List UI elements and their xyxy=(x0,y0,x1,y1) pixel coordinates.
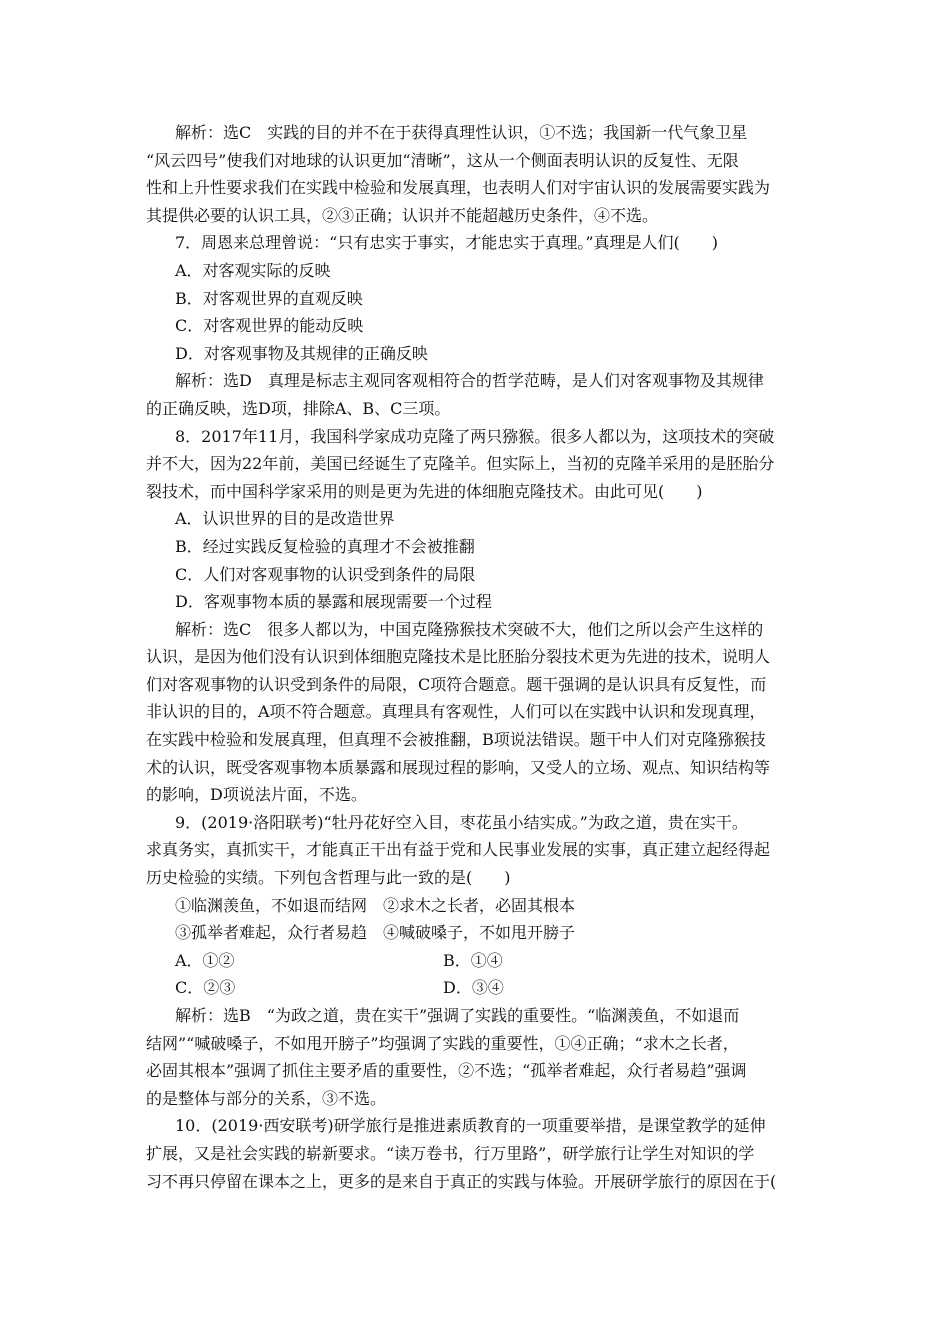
text-block-top xyxy=(146,119,808,947)
text-line: 认识，是因为他们没有认识到体细胞克隆技术是比胚胎分裂技术更为先进的技术，说明人 xyxy=(146,647,771,667)
text-line: 非认识的目的，A项不符合题意。真理具有客观性，人们可以在实践中认识和发现真理， xyxy=(146,702,766,722)
answer-option-row xyxy=(146,974,808,1002)
text-line: 在实践中检验和发展真理，但真理不会被推翻，B项说法错误。题干中人们对克隆猕猴技 xyxy=(146,730,766,750)
text-line: D．客观事物本质的暴露和展现需要一个过程 xyxy=(175,592,492,612)
text-line: ③孤举者难起，众行者易趋 ④喊破嗓子，不如甩开膀子 xyxy=(175,923,576,943)
text-line: 的正确反映，选D项，排除A、B、C三项。 xyxy=(146,398,451,418)
text-line: “风云四号”使我们对地球的认识更加“清晰”，这从一个侧面表明认识的反复性、无限 xyxy=(146,150,739,170)
text-block-bottom xyxy=(146,1002,808,1195)
text-line: 结网”“喊破嗓子，不如甩开膀子”均强调了实践的重要性，①④正确；“求木之长者， xyxy=(146,1033,739,1053)
text-line: 扩展，又是社会实践的崭新要求。“读万卷书，行万里路”，研学旅行让学生对知识的学 xyxy=(146,1143,755,1163)
answer-option: C．②③ xyxy=(175,978,236,998)
text-line: 们对客观事物的认识受到条件的局限，C项符合题意。题干强调的是认识具有反复性，而 xyxy=(146,674,767,694)
text-line: 8．2017年11月，我国科学家成功克隆了两只猕猴。很多人都以为，这项技术的突破 xyxy=(175,426,775,446)
text-line: 解析：选C 很多人都以为，中国克隆猕猴技术突破不大，他们之所以会产生这样的 xyxy=(175,619,764,639)
text-line: C．人们对客观事物的认识受到条件的局限 xyxy=(175,564,476,584)
text-line: 裂技术，而中国科学家采用的则是更为先进的体细胞克隆技术。由此可见( ) xyxy=(146,481,703,501)
text-line: 历史检验的实绩。下列包含哲理与此一致的是( ) xyxy=(146,868,511,888)
answer-option: D．③④ xyxy=(443,978,504,998)
answer-option-row xyxy=(146,947,808,975)
text-line: 10．(2019·西安联考)研学旅行是推进素质教育的一项重要举措，是课堂教学的延伸 xyxy=(175,1116,766,1136)
text-line: ①临渊羡鱼，不如退而结网 ②求木之长者，必固其根本 xyxy=(175,895,576,915)
text-line: 并不大，因为22年前，美国已经诞生了克隆羊。但实际上，当初的克隆羊采用的是胚胎分 xyxy=(146,454,775,474)
answer-options-grid xyxy=(146,947,808,1002)
answer-option: A．①② xyxy=(175,950,235,970)
text-line: 习不再只停留在课本之上，更多的是来自于真正的实践与体验。开展研学旅行的原因在于( xyxy=(146,1171,777,1191)
answer-option: B．①④ xyxy=(443,950,503,970)
text-line: B．经过实践反复检验的真理才不会被推翻 xyxy=(175,536,475,556)
text-line: A．对客观实际的反映 xyxy=(175,260,331,280)
text-line: 的影响，D项说法片面，不选。 xyxy=(146,785,367,805)
text-line: 其提供必要的认识工具，②③正确；认识并不能超越历史条件，④不选。 xyxy=(146,205,659,225)
text-line: 7．周恩来总理曾说：“只有忠实于事实，才能忠实于真理。”真理是人们( ) xyxy=(175,233,719,253)
text-line: B．对客观世界的直观反映 xyxy=(175,288,363,308)
text-line: 解析：选B “为政之道，贵在实干”强调了实践的重要性。“临渊羡鱼，不如退而 xyxy=(175,1006,740,1025)
text-line: 求真务实，真抓实干，才能真正干出有益于党和人民事业发展的实事，真正建立起经得起 xyxy=(146,840,771,860)
text-line: A．认识世界的目的是改造世界 xyxy=(175,509,395,529)
text-line: 9．(2019·洛阳联考)“牡丹花好空入目，枣花虽小结实成。”为政之道，贵在实干。 xyxy=(175,812,748,832)
text-line: 必固其根本”强调了抓住主要矛盾的重要性，②不选；“孤举者难起，众行者易趋”强调 xyxy=(146,1061,747,1081)
text-line: 术的认识，既受客观事物本质暴露和展现过程的影响，又受人的立场、观点、知识结构等 xyxy=(146,757,771,777)
text-line: 的是整体与部分的关系，③不选。 xyxy=(146,1088,387,1108)
text-line: 解析：选C 实践的目的并不在于获得真理性认识，①不选；我国新一代气象卫星 xyxy=(175,123,748,142)
text-line: D．对客观事物及其规律的正确反映 xyxy=(175,343,428,363)
document-body xyxy=(146,119,808,1195)
text-line: C．对客观世界的能动反映 xyxy=(175,316,364,336)
text-line: 解析：选D 真理是标志主观同客观相符合的哲学范畴，是人们对客观事物及其规律 xyxy=(175,371,764,391)
text-line: 性和上升性要求我们在实践中检验和发展真理，也表明人们对宇宙认识的发展需要实践为 xyxy=(146,178,771,198)
